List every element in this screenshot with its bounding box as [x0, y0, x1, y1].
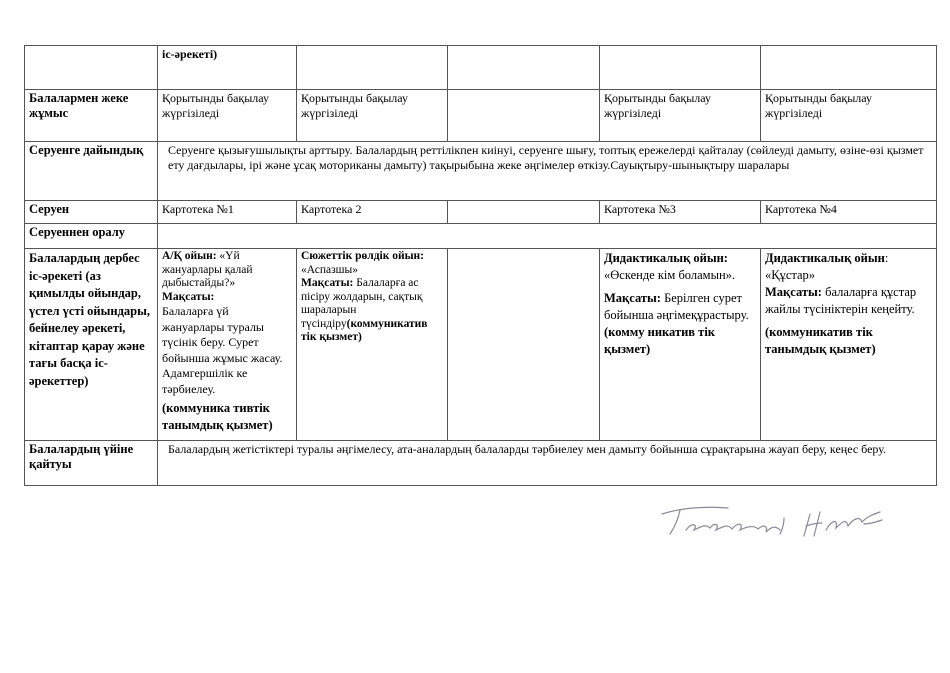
game-title: «Үй жануарлары қалай дыбыстайды?»	[162, 250, 253, 289]
table-cell: Картотека №4	[761, 201, 937, 224]
activity-type: (комму никатив тік қызмет)	[604, 325, 715, 356]
table-cell	[297, 46, 448, 90]
table-row	[25, 201, 937, 224]
going-home-text: Балалардың жетістіктері туралы әңгімелесу, ата-аналардың балаларды тәрбиелеу мен дамыту бойынша сұрақтарына жауап беру, кеңес беру.	[158, 441, 937, 486]
table-cell: Қорытынды бақылау жүргізіледі	[158, 90, 297, 142]
activity-type: (коммуника тивтік танымдық қызмет)	[162, 401, 273, 432]
game-title: «Өскенде кім боламын».	[604, 268, 736, 282]
table-row	[25, 249, 937, 441]
activity-cell	[158, 249, 297, 441]
goal-label: Мақсаты:	[765, 285, 822, 299]
table-cell: Қорытынды бақылау жүргізіледі	[297, 90, 448, 142]
table-row	[25, 46, 937, 90]
goal-text: Балаларға ас пісіру жолдарын, сақтық шараларын түсіндіру	[301, 277, 423, 330]
table-row	[25, 224, 937, 249]
table-cell: іс-әрекеті)	[158, 46, 297, 90]
table-row	[25, 90, 937, 142]
table-cell	[448, 46, 600, 90]
row-label-walk-preparation: Серуенге дайындық	[25, 142, 158, 201]
table-cell	[158, 224, 937, 249]
activity-cell	[761, 249, 937, 441]
game-label: Сюжеттік рөлдік ойын:	[301, 250, 425, 262]
table-cell: Қорытынды бақылау жүргізіледі	[600, 90, 761, 142]
goal-label: Мақсаты:	[301, 277, 354, 289]
row-label-going-home: Балалардың үйіне қайтуы	[25, 441, 158, 486]
activity-type: (коммуникатив тік танымдық қызмет)	[765, 325, 876, 356]
daily-plan-table	[24, 45, 937, 486]
game-label: Дидактикалық ойын:	[604, 251, 728, 265]
table-cell: Картотека 2	[297, 201, 448, 224]
goal-label: Мақсаты:	[604, 291, 661, 305]
row-label-free-activity: Балалардың дербес іс-әрекеті (аз қимылды ойындар, үстел үсті ойындары, бейнелеу әрекеті, кітаптар қарау және тағы басқа іс-әрекеттер)	[25, 249, 158, 441]
table-cell: Картотека №1	[158, 201, 297, 224]
activity-cell	[297, 249, 448, 441]
table-cell: Қорытынды бақылау жүргізіледі	[761, 90, 937, 142]
table-cell	[448, 201, 600, 224]
table-cell: Картотека №3	[600, 201, 761, 224]
game-title: «Аспазшы»	[301, 263, 359, 276]
activity-type: (коммуникатив тік қызмет)	[301, 317, 428, 343]
table-cell	[448, 90, 600, 142]
goal-text: балаларға құстар жайлы түсініктерін кеңейту.	[765, 285, 917, 316]
table-cell	[25, 46, 158, 90]
game-title: : «Құстар»	[765, 251, 889, 282]
row-label-return-from-walk: Серуеннен оралу	[25, 224, 158, 249]
table-cell	[448, 249, 600, 441]
goal-text: Берілген сурет бойынша әңгімеқұрастыру.	[604, 291, 749, 322]
activity-cell	[600, 249, 761, 441]
table-cell	[600, 46, 761, 90]
table-row	[25, 142, 937, 201]
walk-preparation-text: Серуенге қызығушылықты арттыру. Балалардың реттілікпен киінуі, серуенге шығу, топтық ережелерді қайталау (сөйлеуді дамыту, өзіне-өзі қызмет ету дағдылары, ірі және ұсақ моториканы дамыту) тақырыбына жеке әңгімелер өткізу.Сауықтыру-шынықтыру шаралары	[158, 142, 937, 201]
handwritten-signature	[650, 496, 910, 546]
row-label-walk: Серуен	[25, 201, 158, 224]
game-label: А/Қ ойын:	[162, 250, 217, 262]
table-cell	[761, 46, 937, 90]
table-row	[25, 441, 937, 486]
goal-label: Мақсаты:	[162, 290, 215, 303]
game-label: Дидактикалық ойын	[765, 251, 885, 265]
row-label-individual-work: Балалармен жеке жұмыс	[25, 90, 158, 142]
goal-text: Балаларға үй жануарлары туралы түсінік беру. Сурет бойынша жұмыс жасау. Адамгершілік ке тәрбиелеу.	[162, 304, 283, 396]
